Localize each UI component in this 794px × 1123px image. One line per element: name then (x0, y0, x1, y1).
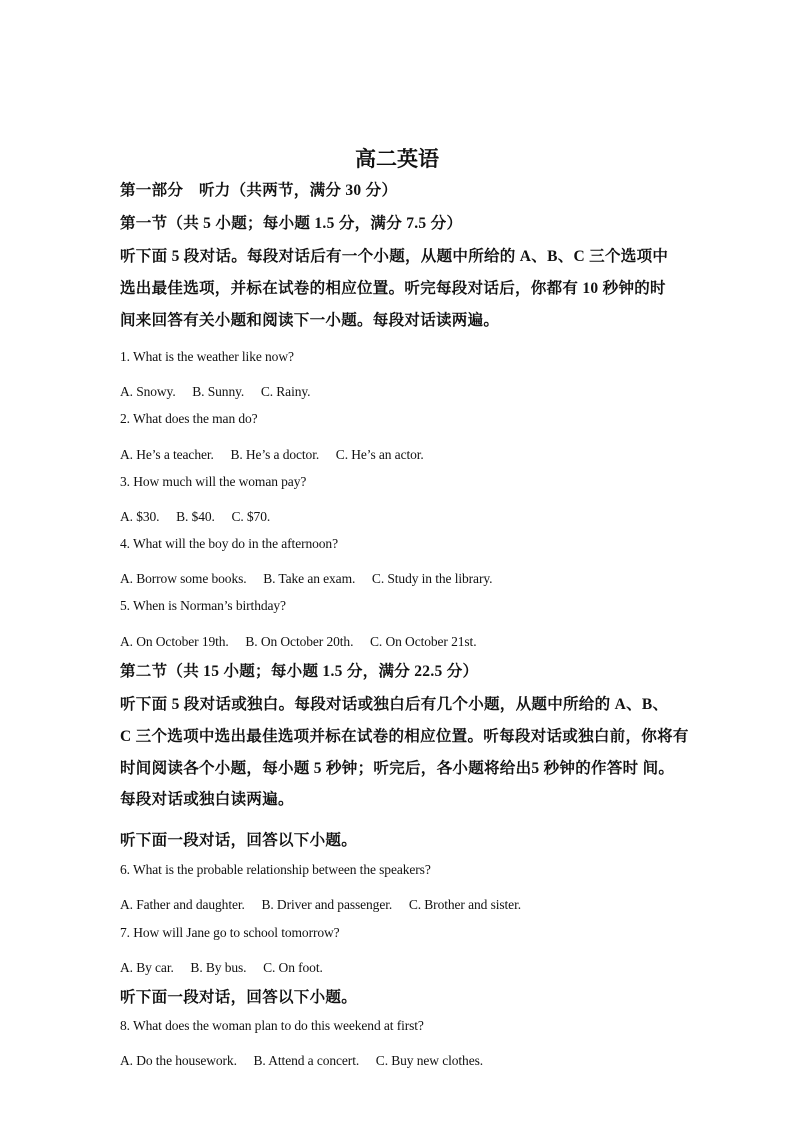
question-8: 8. What does the woman plan to do this weekend at first? (120, 1018, 424, 1033)
section2-heading: 第二节（共 15 小题；每小题 1.5 分，满分 22.5 分） (120, 663, 479, 680)
question-4-options: A. Borrow some books. B. Take an exam. C. Study in the library. (120, 571, 493, 586)
question-1: 1. What is the weather like now? (120, 349, 294, 364)
section2-instructions-line-1: 听下面 5 段对话或独白。每段对话或独白后有几个小题，从题中所给的 A、B、 (120, 696, 669, 713)
question-7: 7. How will Jane go to school tomorrow? (120, 925, 340, 940)
question-5: 5. When is Norman’s birthday? (120, 598, 286, 613)
dialogue-heading-1: 听下面一段对话，回答以下小题。 (120, 832, 358, 849)
question-2: 2. What does the man do? (120, 411, 258, 426)
part1-heading: 第一部分 听力（共两节，满分 30 分） (120, 182, 398, 199)
section1-instructions-line-2: 选出最佳选项，并标在试卷的相应位置。听完每段对话后，你都有 10 秒钟的时 (120, 280, 666, 297)
section1-heading: 第一节（共 5 小题；每小题 1.5 分，满分 7.5 分） (120, 215, 463, 232)
question-2-options: A. He’s a teacher. B. He’s a doctor. C. He’s an actor. (120, 447, 424, 462)
question-6: 6. What is the probable relationship between the speakers? (120, 862, 431, 877)
question-8-options: A. Do the housework. B. Attend a concert. C. Buy new clothes. (120, 1053, 484, 1068)
section2-instructions-line-2: C 三个选项中选出最佳选项并标在试卷的相应位置。听每段对话或独白前，你将有 (120, 728, 689, 745)
question-1-options: A. Snowy. B. Sunny. C. Rainy. (120, 384, 311, 399)
section1-instructions-line-1: 听下面 5 段对话。每段对话后有一个小题，从题中所给的 A、B、C 三个选项中 (120, 248, 669, 265)
question-7-options: A. By car. B. By bus. C. On foot. (120, 960, 323, 975)
section2-instructions-line-4: 每段对话或独白读两遍。 (120, 791, 294, 808)
question-3-options: A. $30. B. $40. C. $70. (120, 509, 271, 524)
question-6-options: A. Father and daughter. B. Driver and passenger. C. Brother and sister. (120, 897, 521, 912)
page-title: 高二英语 (355, 147, 439, 171)
section1-instructions-line-3: 间来回答有关小题和阅读下一小题。每段对话读两遍。 (120, 312, 500, 329)
dialogue-heading-2: 听下面一段对话，回答以下小题。 (120, 989, 358, 1006)
section2-instructions-line-3: 时间阅读各个小题，每小题 5 秒钟；听完后，各小题将给出5 秒钟的作答时 间。 (120, 760, 675, 777)
question-4: 4. What will the boy do in the afternoon? (120, 536, 338, 551)
question-3: 3. How much will the woman pay? (120, 474, 307, 489)
question-5-options: A. On October 19th. B. On October 20th. C. On October 21st. (120, 634, 477, 649)
